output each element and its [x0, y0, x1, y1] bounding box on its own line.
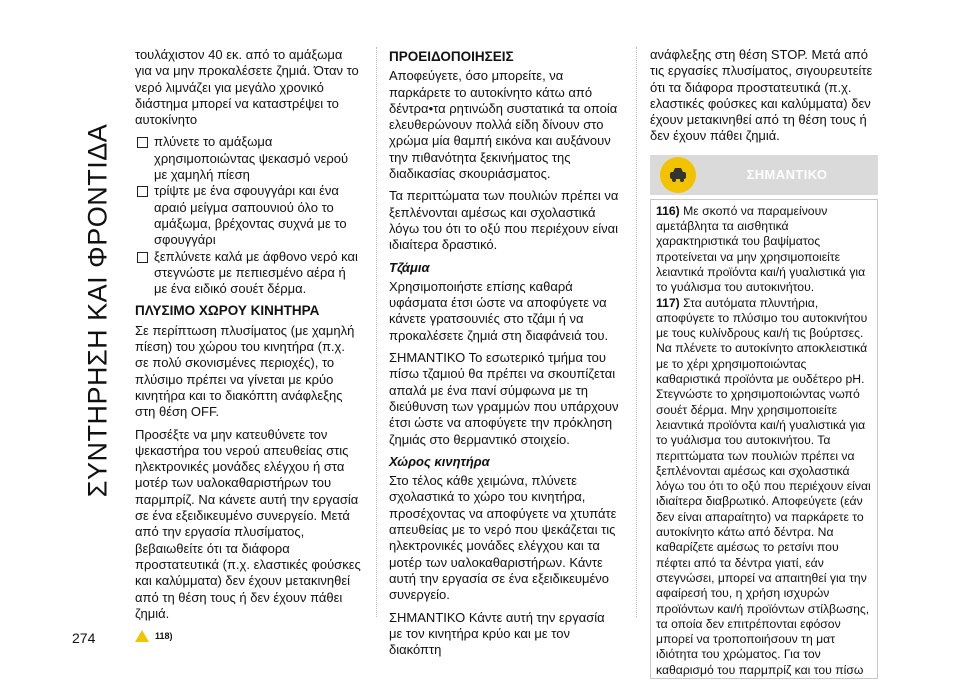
warning-reference	[135, 628, 361, 644]
column-3	[650, 47, 878, 679]
paragraph: ΣΗΜΑΝΤΙΚΟ Το εσωτερικό τμήμα του πίσω τζαμιού θα πρέπει να σκουπίζεται απαλά με ένα πανί σύμφωνα με τη διεύθυνση των γραμμών που υπάρχουν έτσι ώστε να αποφύγετε την πρόκληση ζημιάς στο θερμαντικό στοιχείο.	[389, 350, 619, 447]
page-number: 274	[72, 630, 96, 646]
paragraph: ανάφλεξης στη θέση STOP. Μετά από τις εργασίες πλυσίματος, σιγουρευτείτε ότι τα διάφορα προστατευτικά (π.χ. ελαστικές φούσκες και καλύμματα) δεν έχουν μετακινηθεί από τη θέση τους ή δεν έχουν πάθει ζημιά.	[650, 47, 873, 144]
paragraph: Προσέξτε να μην κατευθύνετε τον ψεκαστήρα του νερού απευθείας στις ηλεκτρονικές μονάδες ελέγχου ή στα μοτέρ των υαλοκαθαριστήρων του παρμπρίζ. Να κάνετε αυτή την εργασία σε ένα εξειδικευμένο συνεργείο. Μετά από την εργασία πλυσίματος, βεβαιωθείτε ότι τα διάφορα προστατευτικά (π.χ. ελαστικές φούσκες και καλύμματα) δεν έχουν μετακινηθεί από τη θέση τους ή δεν έχουν πάθει ζημιά.	[135, 426, 361, 621]
side-chapter-title-text: ΣΥΝΤΗΡΗΣΗ ΚΑΙ ΦΡΟΝΤΙΔΑ	[82, 123, 113, 497]
car-notice-icon	[660, 157, 696, 193]
column-divider-1	[376, 47, 377, 617]
checkbox-bullet-icon	[137, 252, 148, 263]
notice-item-116: 116) Με σκοπό να παραμείνουν αμετάβλητα τα αισθητικά χαρακτηριστικά του βαψίματος προτείνεται να μην χρησιμοποιείτε λειαντικά προϊόντα και/ή γυαλιστικά για το γυάλισμα του αυτοκινήτου.	[656, 203, 866, 295]
subheading-glass: Τζάμια	[389, 259, 430, 275]
bullet-item: πλύνετε το αμάξωμα χρησιμοποιώντας ψεκασμό νερού με χαμηλή πίεση	[135, 134, 361, 183]
paragraph: Αποφεύγετε, όσο μπορείτε, να παρκάρετε το αυτοκίνητο κάτω από δέντρα•τα ρητινώδη συστατικά τα οποία ελευθερώνουν πολλά είδη δίνουν στο χρώμα μία θαμπή εικόνα και αυξάνουν την πιθανότητα ξεκινήματος της διαδικασίας σκουριάσματος.	[389, 68, 618, 182]
warning-reference-number: 118)	[155, 631, 173, 642]
bullet-item: τρίψτε με ένα σφουγγάρι και ένα αραιό μείγμα σαπουνιού όλο το αμάξωμα, βρέχοντας συχνά με το σφουγγάρι	[135, 183, 361, 248]
notice-title: ΣΗΜΑΝΤΙΚΟ	[746, 166, 828, 182]
column-divider-2	[636, 47, 637, 617]
notice-box	[650, 199, 878, 679]
paragraph: Στο τέλος κάθε χειμώνα, πλύνετε σχολαστικά το χώρο του κινητήρα, προσέχοντας να αποφύγετε να χτυπάτε απευθείας με το νερό που ψεκάζεται τις ηλεκτρονικές μονάδες ελέγχου και τα μοτέρ των υαλοκαθαριστήρων. Κάντε αυτή την εργασία σε ένα εξειδικευμένο συνεργείο.	[389, 473, 617, 603]
column-2	[389, 47, 621, 664]
paragraph: Σε περίπτωση πλυσίματος (με χαμηλή πίεση) του χώρου του κινητήρα (π.χ. σε πολύ σκονισμένες περιοχές), το πλύσιμο πρέπει να γίνεται με κρύο κινητήρα και το διακόπτη ανάφλεξης στη θέση OFF.	[135, 322, 355, 420]
paragraph: Τα περιττώματα των πουλιών πρέπει να ξεπλένονται αμέσως και σχολαστικά λόγω του ότι το οξύ που περιέχουν είναι ιδιαίτερα δραστικό.	[389, 188, 619, 253]
checkbox-bullet-icon	[137, 137, 148, 148]
intro-paragraph: τουλάχιστον 40 εκ. από το αμάξωμα για να μην προκαλέσετε ζημιά. Όταν το νερό λιμνάζει για μεγάλο χρονικό διάστημα μπορεί να καταστρέψει το αυτοκίνητο	[135, 47, 359, 128]
side-chapter-title	[68, 30, 128, 590]
bullet-item: ξεπλύνετε καλά με άφθονο νερό και στεγνώστε με πεπιεσμένο αέρα ή με ένα ειδικό σουέτ δέρμα.	[135, 249, 361, 298]
section-heading-warnings: ΠΡΟΕΙΔΟΠΟΙΗΣΕΙΣ	[389, 49, 514, 64]
checkbox-bullet-icon	[137, 186, 148, 197]
column-1	[135, 47, 361, 644]
paragraph: ΣΗΜΑΝΤΙΚΟ Κάντε αυτή την εργασία με τον κινητήρα κρύο και με τον διακόπτη	[389, 609, 605, 658]
subheading-engine-bay: Χώρος κινητήρα	[389, 453, 490, 469]
paragraph: Χρησιμοποιήστε επίσης καθαρά υφάσματα έτσι ώστε να αποφύγετε να κάνετε γρατσουνιές στο τζάμι ή να προκαλέσετε ζημιά στη διαφάνειά του.	[389, 278, 609, 343]
section-heading-engine-wash: ΠΛΥΣΙΜΟ ΧΩΡΟΥ ΚΙΝΗΤΗΡΑ	[135, 303, 320, 319]
notice-header	[650, 155, 878, 195]
notice-item-117: 117) Στα αυτόματα πλυντήρια, αποφύγετε το πλύσιμο του αυτοκινήτου με τους κυλίνδρους και/ή τις βούρτσες. Να πλένετε το αυτοκίνητο αποκλειστικά με το χέρι χρησιμοποιώντας καθαριστικά προϊόντα με ουδέτερο pH. Στεγνώστε το χρησιμοποιώντας νωπό σουέτ δέρμα. Μην χρησιμοποιείτε λειαντικά προϊόντα και/ή γυαλιστικά για το γυάλισμα του αυτοκινήτου. Τα περιττώματα των πουλιών πρέπει να ξεπλένονται αμέσως και σχολαστικά λόγω του ότι το οξύ που περιέχουν είναι ιδιαίτερα διαβρωτικό. Αποφεύγετε (εάν δεν είναι απαραίτητο) να παρκάρετε το αυτοκίνητο κάτω από δέντρα. Να καθαρίζετε αμέσως το ρετσίνι που πέφτει από τα δέντρα γιατί, εάν στεγνώσει, μπορεί να απαιτηθεί για την αφαίρεσή του, η χρήση ισχυρών προϊόντων και/ή προϊόντων στίλβωσης, τα οποία δεν επιτρέπονται εφόσον μπορεί να τροποποιήσουν τη ματ ιδιότητα του χρώματος. Για τον καθαρισμό του παρμπρίζ και του πίσω	[656, 295, 871, 677]
warning-triangle-icon	[135, 630, 149, 642]
